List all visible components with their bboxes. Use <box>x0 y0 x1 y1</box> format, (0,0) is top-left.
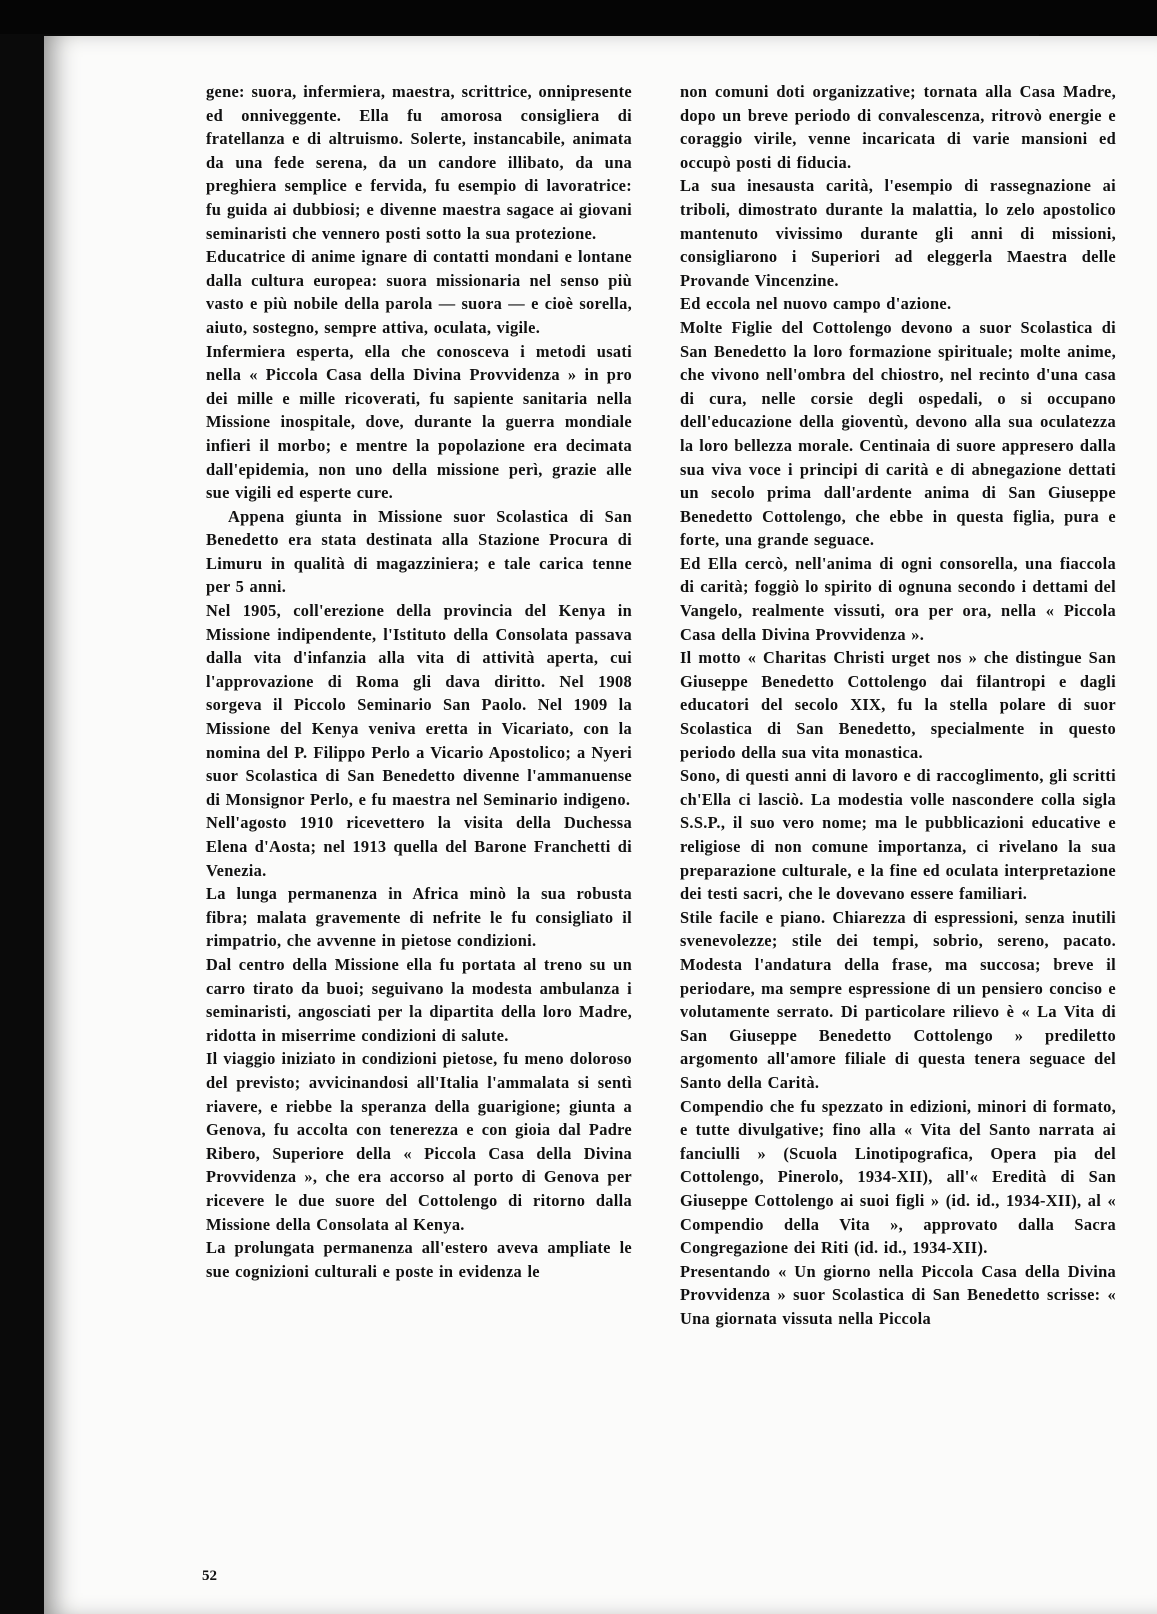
paragraph: Stile facile e piano. Chiarezza di espressioni, senza inutili svenevolezze; stile dei tempi, sobrio, sereno, pacato. Modesta l'andatura della frase, ma succosa; breve il periodare, ma sempre espressione di un pensiero conciso e volutamente serrato. Di particolare rilievo è « La Vita di San Giuseppe Benedetto Cottolengo » prediletto argomento all'amore filiale di questa tenera seguace del Santo della Carità. <box>680 907 1116 1092</box>
paragraph: La lunga permanenza in Africa minò la sua robusta fibra; malata gravemente di nefrite le fu consigliato il rimpatrio, che avvenne in pietose condizioni. <box>206 884 632 951</box>
paragraph: La sua inesausta carità, l'esempio di rassegnazione ai triboli, dimostrato durante la malattia, lo zelo apostolico mantenuto vivissimo durante gli anni di missioni, consigliarono i Superiori ad eleggerla Maestra delle Provande Vincenzine. <box>680 176 1116 290</box>
paragraph: Infermiera esperta, ella che conosceva i metodi usati nella « Piccola Casa della Divina Provvidenza » in pro dei mille e mille ricoverati, fu sapiente sanitaria nella Missione inospitale, dove, durante la guerra mondiale infieri il morbo; e mentre la popolazione era decimata dall'epidemia, non uno della missione perì, grazie alle sue vigili ed esperte cure. <box>206 341 632 503</box>
paragraph: Ed eccola nel nuovo campo d'azione. <box>680 294 952 314</box>
paragraph: La prolungata permanenza all'estero aveva ampliate le sue cognizioni culturali e poste in evidenza le <box>206 1238 632 1281</box>
paragraph: Nel 1905, coll'erezione della provincia del Kenya in Missione indipendente, l'Istituto della Consolata passava dalla vita d'infanzia alla vita di attività aperta, cui l'approvazione di Roma gli dava diritto. Nel 1908 sorgeva il Piccolo Seminario San Paolo. Nel 1909 la Missione del Kenya veniva eretta in Vicariato, con la nomina del P. Filippo Perlo a Vicario Apostolico; a Nyeri suor Scolastica di San Benedetto divenne l'ammanuense di Monsignor Perlo, e fu maestra nel Seminario indigeno. <box>206 601 632 809</box>
paragraph: Il viaggio iniziato in condizioni pietose, fu meno doloroso del previsto; avvicinandosi all'Italia l'ammalata si sentì riavere, e riebbe la speranza della guarigione; giunta a Genova, fu accolta con tenerezza e con gioia dal Padre Ribero, Superiore della « Piccola Casa della Divina Provvidenza », che era accorso al porto di Genova per ricevere le due suore del Cottolengo di ritorno dalla Missione della Consolata al Kenya. <box>206 1049 632 1234</box>
paragraph: Molte Figlie del Cottolengo devono a suor Scolastica di San Benedetto la loro formazione spirituale; molte anime, che vivono nell'ombra del chiostro, nel recinto d'una casa di cura, nelle corsie degli ospedali, o si occupano dell'educazione della gioventù, devono alla sua oculatezza la loro bellezza morale. Centinaia di suore appresero dalla sua viva voce i principi di carità e di abnegazione dettati un secolo prima dall'ardente anima di San Giuseppe Benedetto Cottolengo, che ebbe in questa figlia, pura e forte, una grande seguace. <box>680 317 1116 550</box>
book-page <box>44 36 1157 1614</box>
left-text-column <box>206 80 632 1283</box>
paragraph: Appena giunta in Missione suor Scolastica di San Benedetto era stata destinata alla Stazione Procura di Limuru in qualità di magazziniera; e tale carica tenne per 5 anni. <box>206 506 632 597</box>
paragraph: Compendio che fu spezzato in edizioni, minori di formato, e tutte divulgative; fino alla « Vita del Santo narrata ai fanciulli » (Scuola Linotipografica, Opera pia del Cottolengo, Pinerolo, 1934-XII), all'« Eredità di San Giuseppe Cottolengo ai suoi figli » (id. id., 1934-XII), al « Compendio della Vita », approvato dalla Sacra Congregazione dei Riti (id. id., 1934-XII). <box>680 1096 1116 1258</box>
scan-border-top <box>0 0 1157 34</box>
paragraph: Sono, di questi anni di lavoro e di raccoglimento, gli scritti ch'Ella ci lasciò. La modestia volle nascondere colla sigla S.S.P., il suo vero nome; ma le pubblicazioni educative e religiose di non comune importanza, ci rivelano la sua preparazione culturale, e la fine ed oculata interpretazione dei testi sacri, che le dovevano essere familiari. <box>680 766 1116 904</box>
paragraph: non comuni doti organizzative; tornata alla Casa Madre, dopo un breve periodo di convalescenza, ritrovò energie e coraggio virile, venne incaricata di varie mansioni ed occupò posti di fiducia. <box>680 82 1116 172</box>
paragraph: Presentando « Un giorno nella Piccola Casa della Divina Provvidenza » suor Scolastica di San Benedetto scrisse: « Una giornata vissuta nella Piccola <box>680 1261 1116 1328</box>
paragraph: gene: suora, infermiera, maestra, scrittrice, onnipresente ed onniveggente. Ella fu amorosa consigliera di fratellanza e di altruismo. Solerte, instancabile, animata da una fede serena, da un candore illibato, da una preghiera semplice e fervida, fu esempio di lavoratrice: fu guida ai dubbiosi; e divenne maestra sagace ai giovani seminaristi che vennero posti sotto la sua protezione. <box>206 82 632 243</box>
paragraph: Nell'agosto 1910 ricevettero la visita della Duchessa Elena d'Aosta; nel 1913 quella del Barone Franchetti di Venezia. <box>206 813 632 880</box>
paragraph: Ed Ella cercò, nell'anima di ogni consorella, una fiaccola di carità; foggiò lo spirito di ognuna secondo i dettami del Vangelo, realmente vissuti, ora per ora, nella « Piccola Casa della Divina Provvidenza ». <box>680 553 1116 644</box>
page-number: 52 <box>202 1568 217 1584</box>
paragraph: Educatrice di anime ignare di contatti mondani e lontane dalla cultura europea: suora missionaria nel senso più vasto e più nobile della parola — suora — e cioè sorella, aiuto, sostegno, sempre attiva, oculata, vigile. <box>206 247 632 337</box>
right-text-column <box>680 80 1116 1330</box>
paragraph: Il motto « Charitas Christi urget nos » che distingue San Giuseppe Benedetto Cottolengo dai filantropi e dagli educatori del secolo XIX, fu la stella polare di suor Scolastica di San Benedetto, specialmente in questo periodo della sua vita monastica. <box>680 648 1116 762</box>
paragraph: Dal centro della Missione ella fu portata al treno su un carro tirato da buoi; seguivano la modesta ambulanza i seminaristi, angosciati per la dipartita della loro Madre, ridotta in miserrime condizioni di salute. <box>206 954 632 1045</box>
